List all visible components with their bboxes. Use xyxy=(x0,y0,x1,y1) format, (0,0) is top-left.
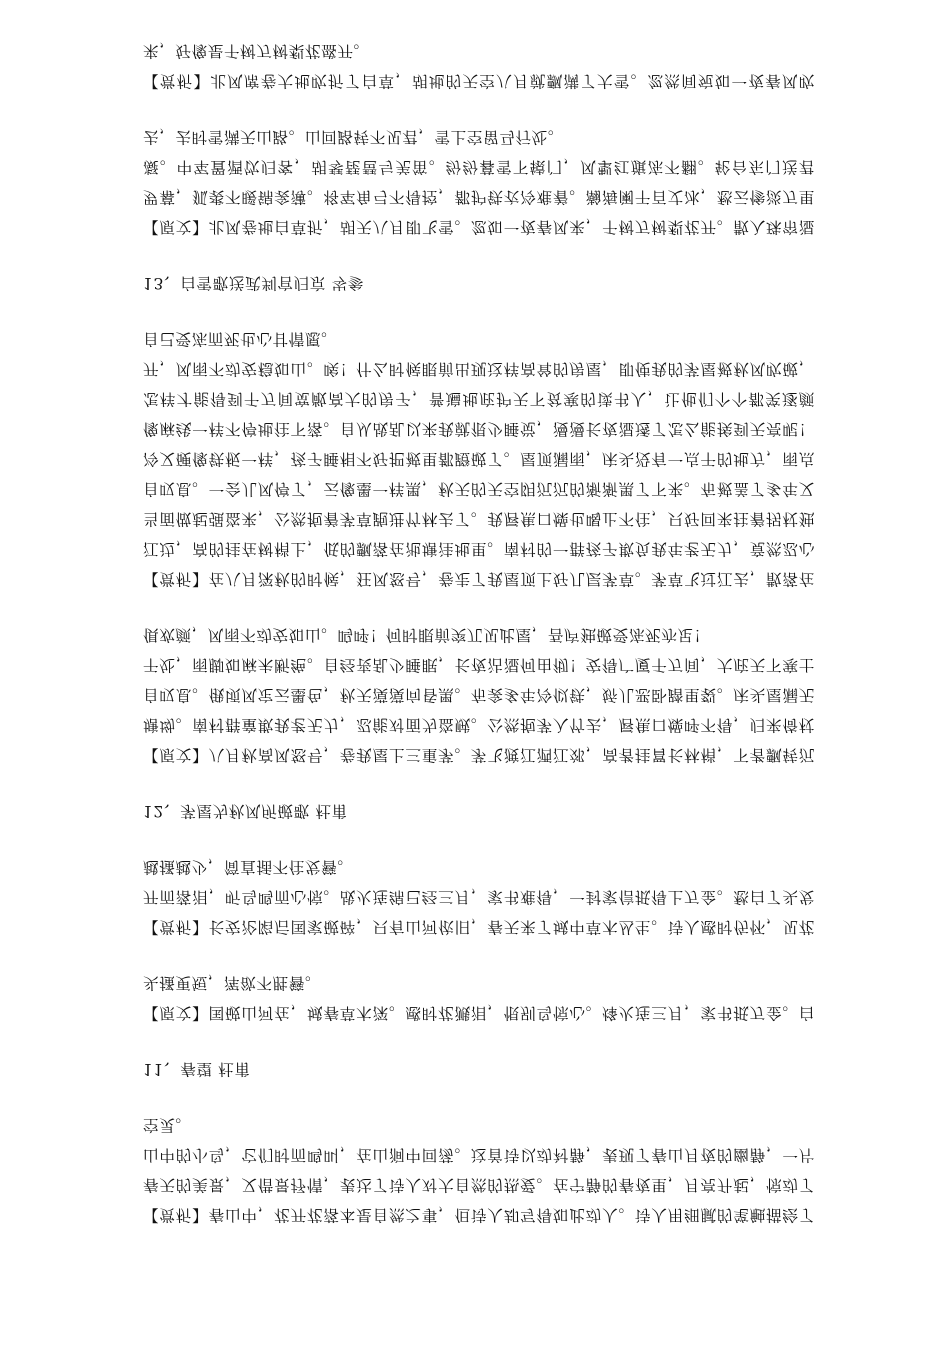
paragraph-tag: 【原文】 xyxy=(143,1004,209,1022)
paragraph-tag: 【赏析】 xyxy=(143,1206,209,1224)
paragraph-tag: 【赏析】 xyxy=(143,570,209,588)
poem-heading-12: 12、茅屋为秋风所破歌 杜甫 xyxy=(143,802,348,820)
paragraph-text: 北风席卷大地吹折了白草，胡地的天空八月就飘满了大雪。忽然间宛如一夜春风吹来，好像是千树万树梨花盛开。 xyxy=(143,42,815,90)
paragraph-text: 北风卷地白草折，胡天八月即飞雪。忽如一夜春风来，千树万树梨花开。散入珠帘湿罗幕，狐裘不暖锦衾薄。将军角弓不得控，都护铁衣冷难着。瀚海阑干百丈冰，愁云惨淡万里凝。中军置酒饮归客，胡琴琵琶与羌笛。纷纷暮雪下辕门，风掣红旗冻不翻。轮台东门送君去，去时雪满天山路。山回路转不见君，雪上空留马行处。 xyxy=(143,128,816,236)
paragraph-text: 在八月深秋的时候，狂风怒号，卷走了我屋顶上好几层茅草。茅草飞过江去，散落在江边，高的挂在树梢上，低的飘落在池塘洼地里。南村的一群孩子欺负我年老无力，竟然忍心当面做起强盗来，公然抱着茅草跑进竹林去了。我唇焦口燥也喝止不住，只好回来拄着拐杖独自叹息。一会儿风停了，云像墨一样黑，秋天的天空阴沉沉的渐渐黑了下来。布被盖了多年又冷又硬像铁板一样，孩子睡相不好把被里都蹬破了。屋顶漏雨，床头没有一点干的地方，雨点像麻线一样不停地往下落。自从战乱以来我就很少睡觉，漫漫长夜湿透了怎么能挨到天亮呢！怎样才能得到千万间宽敞高大的房子，普遍地庇护天下贫寒的读书人，让他们个个都笑逐颜开，风雨不动安稳如山。唉！什么时候眼前出现这样高耸的房屋，即使我的茅屋被秋风吹破，自己受冻而死也心甘情愿。 xyxy=(143,330,816,588)
document-page xyxy=(143,10,815,1230)
poem-heading-13: 13、白雪歌送武判官归京 岑参 xyxy=(143,274,364,292)
paragraph-tag: 【赏析】 xyxy=(143,72,211,90)
paragraph-tag: 【赏析】 xyxy=(143,918,209,936)
paragraph-3 xyxy=(143,852,815,942)
paragraph-tag: 【原文】 xyxy=(143,746,209,764)
poem-heading-11: 11、春望 杜甫 xyxy=(143,1060,251,1078)
paragraph-text: 国破山河在，城春草木深。感时花溅泪，恨别鸟惊心。烽火连三月，家书抵万金。白头搔更短，浑欲不胜簪。 xyxy=(143,974,816,1022)
paragraph-1 xyxy=(143,1110,815,1230)
paragraph-4 xyxy=(143,620,815,770)
paragraph-text: 春山中，花开花落本是自然之事，但诗人却写得如此动人。诗人用细腻的笔触描绘了春天的美景，又借景抒情，表达了诗人对大自然的热爱。在宁静的春夜里，月亮升起，惊动了山中的小鸟，它们时而鸣叫，在山涧中回荡。这首诗以动衬静，表现了春山月夜的幽静，一片空灵。 xyxy=(143,1116,816,1224)
paragraph-text: 长安沦陷后国家破碎，只有山河依旧，春天来了城中草木丛生。诗人感时伤怀，见花开而落泪，听鸟鸣而心惊。战火连绵已经三月，家书难得，一封家信抵得上万金。愁白了头发越搔越少，简直插不住发簪。 xyxy=(143,858,816,936)
paragraph-6 xyxy=(143,122,815,242)
paragraph-2 xyxy=(143,968,815,1028)
paragraph-7 xyxy=(143,36,815,96)
paragraph-text: 八月秋高风怒号，卷我屋上三重茅。茅飞渡江洒江郊，高者挂罥长林梢，下者飘转沉塘坳。南村群童欺我老无力，忍能对面为盗贼。公然抱茅入竹去，唇焦口燥呼不得，归来倚杖自叹息。俄顷风定云墨色，秋天漠漠向昏黑。布衾多年冷似铁，娇儿恶卧踏里裂。床头屋漏无干处，雨脚如麻未断绝。自经丧乱少睡眠，长夜沾湿何由彻！安得广厦千万间，大庇天下寒士俱欢颜，风雨不动安如山。呜呼！何时眼前突兀见此屋，吾庐独破受冻死亦足！ xyxy=(143,626,816,764)
paragraph-tag: 【原文】 xyxy=(143,218,209,236)
paragraph-5 xyxy=(143,324,815,594)
